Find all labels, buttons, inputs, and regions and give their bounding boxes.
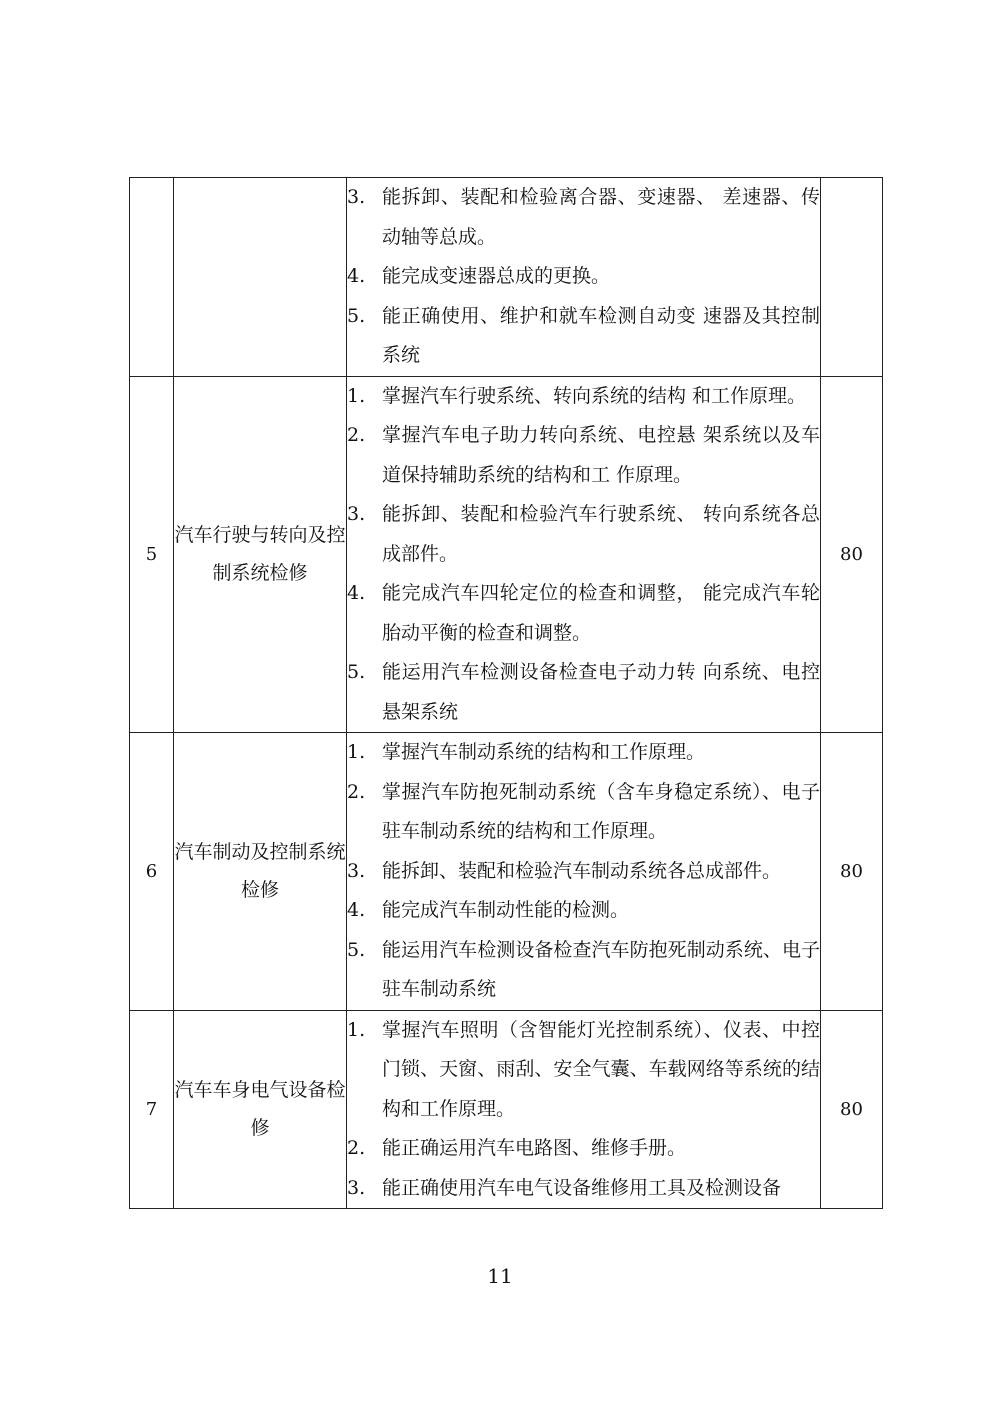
content-item <box>347 416 820 495</box>
item-text: 掌握汽车电子助力转向系统、电控悬 架系统以及车道保持辅助系统的结构和工 作原理。 <box>382 424 820 486</box>
course-hours: 80 <box>821 1010 883 1209</box>
content-item <box>347 574 820 653</box>
item-text: 掌握汽车照明（含智能灯光控制系统）、仪表、中控门锁、天窗、雨刮、安全气囊、车载网络等系统的结构和工作原理。 <box>382 1018 820 1120</box>
content-item <box>347 495 820 574</box>
curriculum-table <box>129 177 883 1209</box>
item-number: 4. <box>347 899 366 921</box>
content-item <box>347 1129 820 1169</box>
content-item <box>347 377 820 417</box>
content-item <box>347 257 820 297</box>
item-number: 4. <box>347 265 366 287</box>
item-text: 能拆卸、装配和检验汽车制动系统各总成部件。 <box>382 859 782 882</box>
item-number: 2. <box>347 424 366 446</box>
item-number: 5. <box>347 661 366 683</box>
content-item <box>347 733 820 773</box>
item-text: 能运用汽车检测设备检查汽车防抱死制动系统、电子驻车制动系统 <box>382 938 820 1000</box>
item-number: 1. <box>347 1018 366 1041</box>
table-row <box>130 178 883 377</box>
item-text: 能正确使用、维护和就车检测自动变 速器及其控制系统 <box>382 304 820 366</box>
content-item <box>347 178 820 257</box>
item-text: 掌握汽车制动系统的结构和工作原理。 <box>382 741 706 763</box>
table-row <box>130 733 883 1011</box>
table-row <box>130 376 883 733</box>
page-number: 11 <box>487 1264 513 1288</box>
course-content <box>347 376 821 733</box>
content-item <box>347 1169 820 1209</box>
content-item <box>347 653 820 732</box>
item-text: 能拆卸、装配和检验汽车行驶系统、 转向系统各总成部件。 <box>382 503 820 565</box>
item-number: 3. <box>347 859 366 882</box>
table-row <box>130 1010 883 1209</box>
item-text: 能拆卸、装配和检验离合器、变速器、 差速器、传动轴等总成。 <box>382 186 820 248</box>
item-number: 1. <box>347 741 366 763</box>
item-text: 能正确运用汽车电路图、维修手册。 <box>382 1137 687 1159</box>
course-content <box>347 1010 821 1209</box>
row-number <box>130 178 174 377</box>
item-number: 5. <box>347 938 366 961</box>
content-item <box>347 1011 820 1130</box>
item-text: 能完成汽车四轮定位的检查和调整， 能完成汽车轮胎动平衡的检查和调整。 <box>382 582 820 644</box>
row-number: 6 <box>130 733 174 1011</box>
row-number: 5 <box>130 376 174 733</box>
course-hours <box>821 178 883 377</box>
course-content <box>347 178 821 377</box>
item-text: 能运用汽车检测设备检查电子动力转 向系统、电控悬架系统 <box>382 661 820 723</box>
course-hours: 80 <box>821 376 883 733</box>
item-number: 5. <box>347 304 366 327</box>
content-item <box>347 891 820 931</box>
row-number: 7 <box>130 1010 174 1209</box>
content-item <box>347 931 820 1010</box>
item-text: 能正确使用汽车电气设备维修用工具及检测设备 <box>382 1176 782 1199</box>
content-item <box>347 297 820 376</box>
item-text: 能完成变速器总成的更换。 <box>382 265 611 287</box>
item-text: 掌握汽车行驶系统、转向系统的结构 和工作原理。 <box>382 384 807 407</box>
item-number: 3. <box>347 503 366 525</box>
course-name: 汽车行驶与转向及控制系统检修 <box>174 376 347 733</box>
content-item <box>347 852 820 892</box>
course-content <box>347 733 821 1011</box>
item-text: 掌握汽车防抱死制动系统（含车身稳定系统）、电子驻车制动系统的结构和工作原理。 <box>382 780 820 842</box>
item-number: 1. <box>347 384 366 407</box>
table-body <box>130 178 883 1209</box>
item-number: 4. <box>347 582 366 604</box>
course-name: 汽车制动及控制系统检修 <box>174 733 347 1011</box>
item-number: 2. <box>347 780 366 803</box>
course-name: 汽车车身电气设备检修 <box>174 1010 347 1209</box>
course-name <box>174 178 347 377</box>
course-hours: 80 <box>821 733 883 1011</box>
item-number: 3. <box>347 186 366 208</box>
item-text: 能完成汽车制动性能的检测。 <box>382 899 630 921</box>
content-item <box>347 773 820 852</box>
item-number: 3. <box>347 1176 366 1199</box>
item-number: 2. <box>347 1137 366 1159</box>
